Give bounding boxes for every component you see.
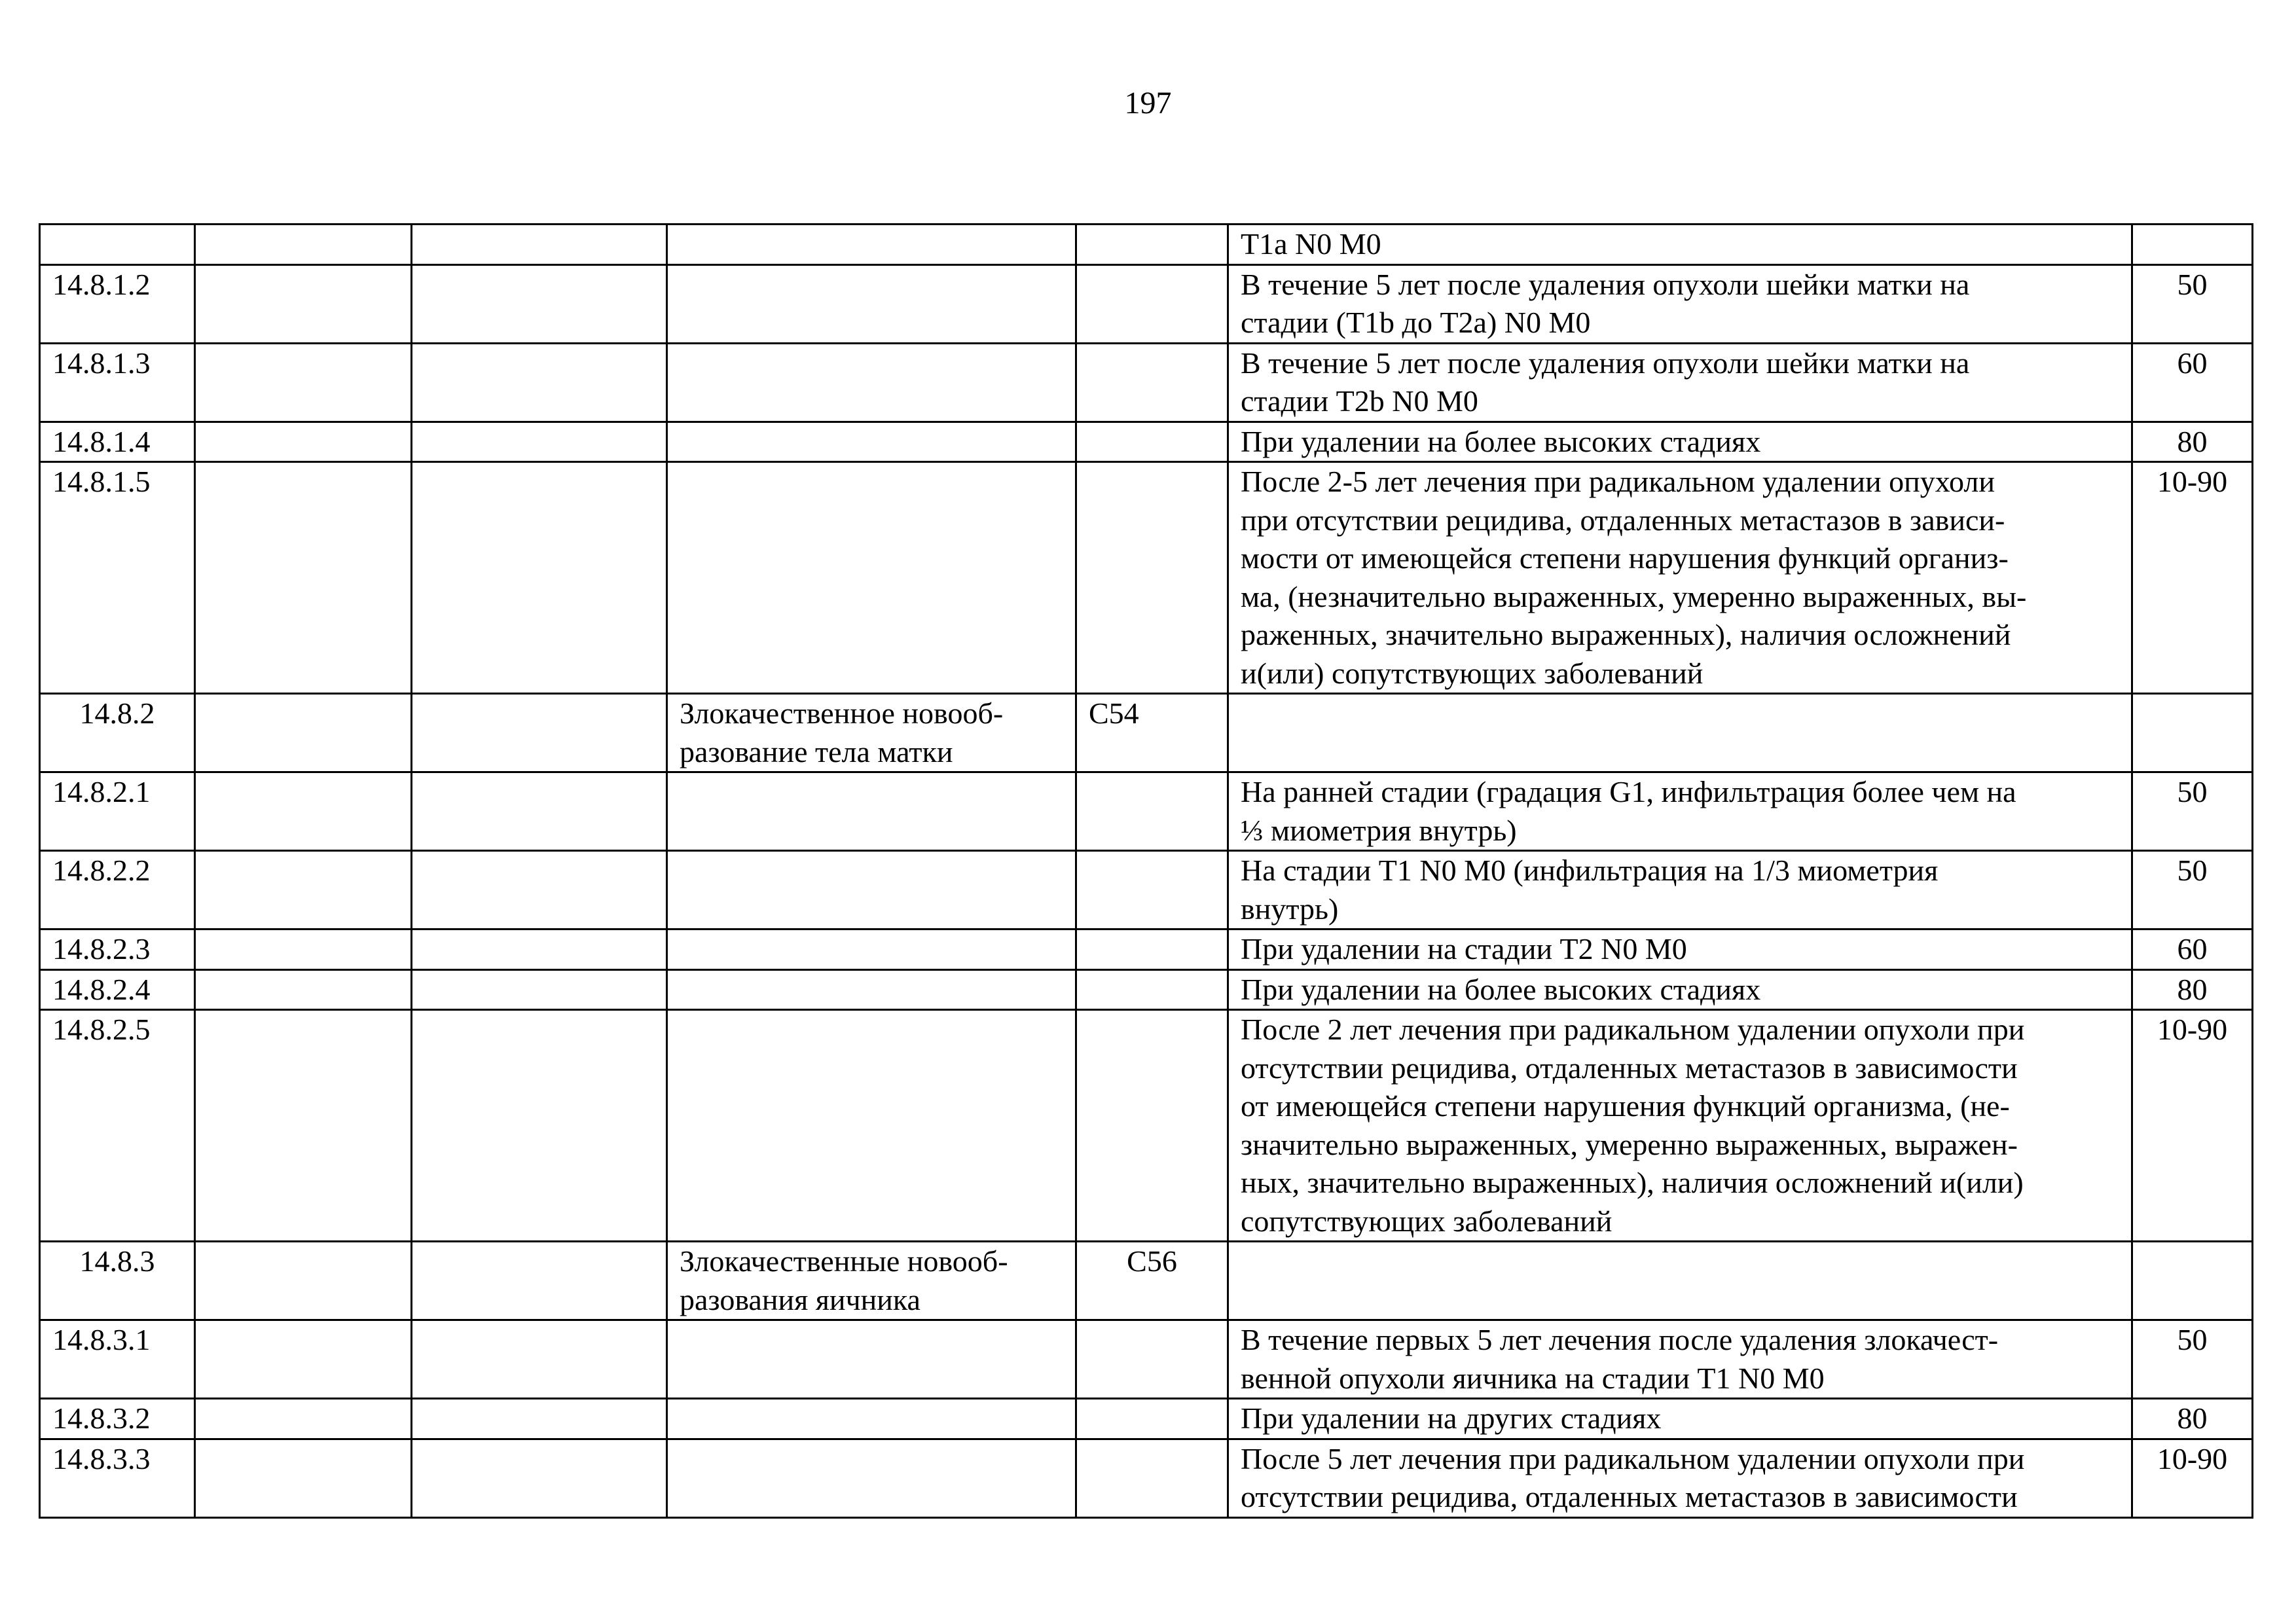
description-line: стадии T2b N0 M0 [1241, 384, 1478, 418]
description-cell [1228, 422, 2132, 462]
description-line: мости от имеющейся степени нарушения функций организ- [1241, 541, 2009, 575]
description-line: В течение 5 лет после удаления опухоли шейки матки на [1241, 267, 1970, 301]
description-line: раженных, значительно выраженных), наличия осложнений [1241, 618, 2011, 651]
percentage-cell [2132, 264, 2253, 343]
empty-cell [412, 225, 667, 265]
description-line: сопутствующих заболеваний [1241, 1204, 1613, 1238]
disease-name-cell [667, 694, 1076, 772]
row-code-cell [40, 969, 195, 1010]
description-line: значительно выраженных, умеренно выраженных, выражен- [1241, 1127, 2018, 1161]
description-line: ма, (незначительно выраженных, умеренно выраженных, вы- [1241, 579, 2027, 613]
icd-code-cell [1076, 1320, 1228, 1399]
icd-code-cell [1076, 929, 1228, 970]
disease-name-cell [667, 1399, 1076, 1439]
disease-name-cell [667, 851, 1076, 929]
row-code: 14.8.1.4 [52, 424, 151, 458]
empty-cell [195, 851, 412, 929]
empty-cell [412, 1399, 667, 1439]
table-row [40, 1010, 2253, 1242]
empty-cell [412, 851, 667, 929]
table-row [40, 422, 2253, 462]
disease-name-line: разования яичника [680, 1282, 920, 1316]
percentage-value: 10-90 [2157, 465, 2228, 498]
table-row [40, 772, 2253, 851]
disease-name-line: разование тела матки [680, 734, 953, 768]
empty-cell [195, 343, 412, 422]
row-code: 14.8.3.1 [52, 1323, 151, 1356]
disease-name-cell [667, 772, 1076, 851]
description-cell [1228, 1399, 2132, 1439]
description-line: отсутствии рецидива, отдаленных метастазов в зависимости [1241, 1051, 2018, 1085]
disease-name-cell [667, 1320, 1076, 1399]
table-row [40, 1399, 2253, 1439]
percentage-cell [2132, 1399, 2253, 1439]
icd-code-cell [1076, 343, 1228, 422]
description-line: После 2-5 лет лечения при радикальном удалении опухоли [1241, 465, 1995, 498]
percentage-cell [2132, 1439, 2253, 1517]
empty-cell [195, 264, 412, 343]
description-cell [1228, 1320, 2132, 1399]
description-line: При удалении на других стадиях [1241, 1401, 1662, 1435]
empty-cell [195, 1320, 412, 1399]
percentage-cell [2132, 1320, 2253, 1399]
row-code-cell [40, 462, 195, 694]
row-code-cell [40, 772, 195, 851]
row-code: 14.8.2.5 [52, 1013, 151, 1046]
description-cell [1228, 1439, 2132, 1517]
icd-code-cell [1076, 1439, 1228, 1517]
empty-cell [195, 422, 412, 462]
row-code-cell [40, 929, 195, 970]
row-code-cell [40, 694, 195, 772]
row-code: 14.8.3.2 [52, 1401, 151, 1435]
percentage-value: 50 [2177, 1323, 2208, 1356]
empty-cell [412, 772, 667, 851]
description-cell [1228, 969, 2132, 1010]
percentage-value: 60 [2177, 932, 2208, 965]
description-cell [1228, 462, 2132, 694]
description-line: стадии (T1b до T2a) N0 M0 [1241, 306, 1591, 339]
row-code: 14.8.2 [79, 696, 155, 730]
row-code: 14.8.2.3 [52, 932, 151, 965]
percentage-value: 10-90 [2157, 1013, 2228, 1046]
disease-name-cell [667, 343, 1076, 422]
table-row [40, 1439, 2253, 1517]
disease-name-line: Злокачественные новооб- [680, 1244, 1008, 1278]
row-code: 14.8.1.2 [52, 267, 151, 301]
percentage-cell [2132, 462, 2253, 694]
disease-name-cell [667, 1439, 1076, 1517]
description-cell [1228, 694, 2132, 772]
disease-name-cell [667, 1010, 1076, 1242]
row-code-cell [40, 851, 195, 929]
percentage-cell [2132, 969, 2253, 1010]
percentage-cell [2132, 422, 2253, 462]
table-row [40, 929, 2253, 970]
percentage-cell [2132, 851, 2253, 929]
icd-code: C56 [1127, 1244, 1177, 1278]
icd-code-cell [1076, 694, 1228, 772]
percentage-cell [2132, 772, 2253, 851]
row-code: 14.8.2.2 [52, 854, 151, 887]
description-line: При удалении на более высоких стадиях [1241, 424, 1761, 458]
percentage-value: 50 [2177, 267, 2208, 301]
description-line: венной опухоли яичника на стадии T1 N0 M0 [1241, 1361, 1825, 1395]
icd-code-cell [1076, 1242, 1228, 1320]
icd-code-cell [1076, 772, 1228, 851]
description-line: и(или) сопутствующих заболеваний [1241, 656, 1704, 690]
table-row [40, 225, 2253, 265]
percentage-value: 80 [2177, 972, 2208, 1006]
table-row [40, 851, 2253, 929]
empty-cell [412, 264, 667, 343]
description-line: ных, значительно выраженных), наличия осложнений и(или) [1241, 1166, 2024, 1199]
page-number: 197 [1124, 86, 1172, 120]
percentage-cell [2132, 225, 2253, 265]
table-row [40, 969, 2253, 1010]
percentage-cell [2132, 694, 2253, 772]
row-code: 14.8.1.5 [52, 465, 151, 498]
icd-code-cell [1076, 851, 1228, 929]
table-row [40, 462, 2253, 694]
icd-code-cell [1076, 225, 1228, 265]
description-line: В течение 5 лет после удаления опухоли шейки матки на [1241, 346, 1970, 380]
percentage-value: 10-90 [2157, 1441, 2228, 1475]
disease-name-cell [667, 225, 1076, 265]
percentage-value: 50 [2177, 854, 2208, 887]
disease-name-cell [667, 264, 1076, 343]
row-code: 14.8.1.3 [52, 346, 151, 380]
description-line: от имеющейся степени нарушения функций организма, (не- [1241, 1089, 2010, 1123]
description-line: После 5 лет лечения при радикальном удалении опухоли при [1241, 1441, 2025, 1475]
description-line: После 2 лет лечения при радикальном удалении опухоли при [1241, 1013, 2025, 1046]
disease-name-cell [667, 929, 1076, 970]
icd-code-cell [1076, 462, 1228, 694]
row-code-cell [40, 1439, 195, 1517]
description-line: На ранней стадии (градация G1, инфильтрация более чем на [1241, 775, 2016, 808]
table-row [40, 343, 2253, 422]
empty-cell [195, 1010, 412, 1242]
percentage-cell [2132, 929, 2253, 970]
empty-cell [412, 343, 667, 422]
empty-cell [195, 225, 412, 265]
description-line: В течение первых 5 лет лечения после удаления злокачест- [1241, 1323, 1999, 1356]
empty-cell [412, 969, 667, 1010]
row-code-cell [40, 1399, 195, 1439]
row-code-cell [40, 1010, 195, 1242]
empty-cell [195, 969, 412, 1010]
description-line: T1a N0 M0 [1241, 227, 1381, 261]
description-line: при отсутствии рецидива, отдаленных метастазов в зависи- [1241, 503, 2005, 537]
row-code-cell [40, 264, 195, 343]
percentage-cell [2132, 343, 2253, 422]
description-line: При удалении на стадии T2 N0 M0 [1241, 932, 1687, 965]
table-row [40, 694, 2253, 772]
description-line: внутрь) [1241, 892, 1339, 926]
disease-name-line: Злокачественное новооб- [680, 696, 1004, 730]
icd-code-cell [1076, 1010, 1228, 1242]
empty-cell [195, 1439, 412, 1517]
row-code: 14.8.3 [79, 1244, 155, 1278]
percentage-cell [2132, 1010, 2253, 1242]
row-code-cell [40, 1242, 195, 1320]
empty-cell [412, 929, 667, 970]
percentage-value: 60 [2177, 346, 2208, 380]
icd-code-cell [1076, 1399, 1228, 1439]
row-code: 14.8.2.1 [52, 775, 151, 808]
empty-cell [412, 1010, 667, 1242]
row-code-cell [40, 225, 195, 265]
description-cell [1228, 772, 2132, 851]
icd-code-cell [1076, 969, 1228, 1010]
description-cell [1228, 1242, 2132, 1320]
empty-cell [412, 694, 667, 772]
percentage-value: 50 [2177, 775, 2208, 808]
disease-name-cell [667, 462, 1076, 694]
description-line: При удалении на более высоких стадиях [1241, 972, 1761, 1006]
empty-cell [412, 1242, 667, 1320]
description-cell [1228, 851, 2132, 929]
table-row [40, 1242, 2253, 1320]
row-code: 14.8.2.4 [52, 972, 151, 1006]
empty-cell [195, 929, 412, 970]
empty-cell [412, 1320, 667, 1399]
disease-name-cell [667, 1242, 1076, 1320]
description-line: ⅓ миометрия внутрь) [1241, 813, 1517, 847]
description-line: отсутствии рецидива, отдаленных метастазов в зависимости [1241, 1480, 2018, 1513]
description-cell [1228, 343, 2132, 422]
table-row [40, 264, 2253, 343]
description-cell [1228, 225, 2132, 265]
empty-cell [195, 1242, 412, 1320]
empty-cell [412, 462, 667, 694]
empty-cell [412, 422, 667, 462]
percentage-value: 80 [2177, 424, 2208, 458]
empty-cell [195, 694, 412, 772]
icd-code: C54 [1089, 696, 1139, 730]
disease-name-cell [667, 969, 1076, 1010]
row-code-cell [40, 343, 195, 422]
percentage-value: 80 [2177, 1401, 2208, 1435]
description-cell [1228, 929, 2132, 970]
row-code-cell [40, 422, 195, 462]
empty-cell [412, 1439, 667, 1517]
icd-code-cell [1076, 264, 1228, 343]
percentage-cell [2132, 1242, 2253, 1320]
description-cell [1228, 264, 2132, 343]
disease-name-cell [667, 422, 1076, 462]
row-code-cell [40, 1320, 195, 1399]
description-line: На стадии T1 N0 M0 (инфильтрация на 1/3 миометрия [1241, 854, 1939, 887]
table-row [40, 1320, 2253, 1399]
icd-code-cell [1076, 422, 1228, 462]
empty-cell [195, 772, 412, 851]
description-cell [1228, 1010, 2132, 1242]
row-code: 14.8.3.3 [52, 1441, 151, 1475]
empty-cell [195, 462, 412, 694]
empty-cell [195, 1399, 412, 1439]
disability-criteria-table [39, 223, 2253, 1519]
